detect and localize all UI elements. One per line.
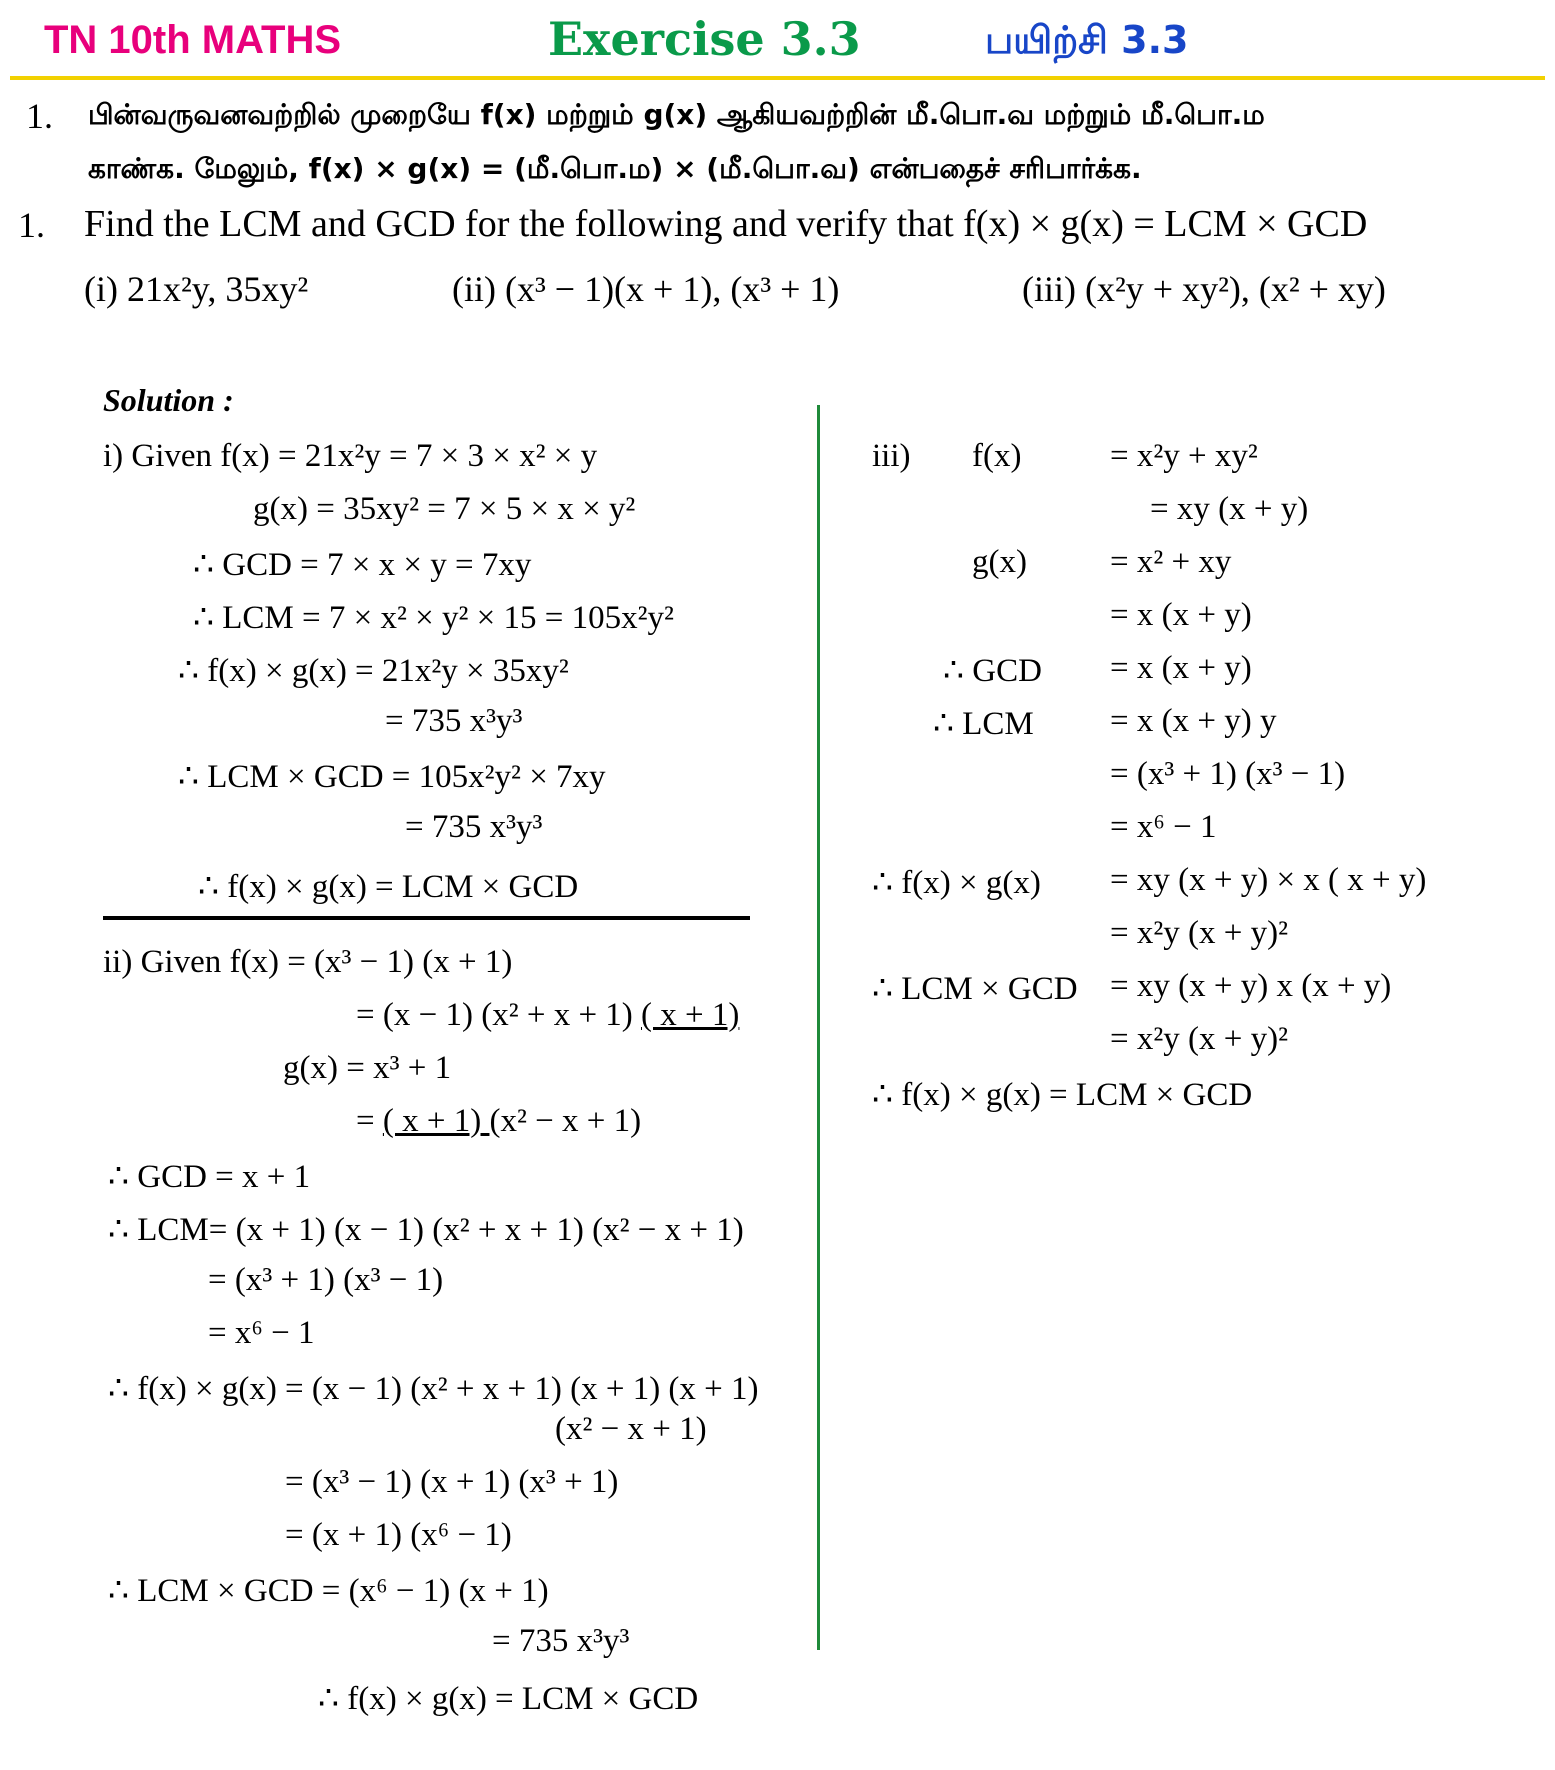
section-divider: [103, 916, 750, 920]
brand-title: TN 10th MATHS: [44, 18, 342, 62]
solution-iii-conclusion: ∴ f(x) × g(x) = LCM × GCD: [872, 1077, 1253, 1113]
solution-i-lcm-gcd: ∴ LCM × GCD = 105x²y² × 7xy: [178, 759, 606, 795]
solution-ii-product-cont: (x² − x + 1): [555, 1411, 707, 1447]
solution-ii-product-step2: = (x³ − 1) (x + 1) (x³ + 1): [285, 1464, 619, 1500]
solution-ii-product-step3: = (x + 1) (x⁶ − 1): [285, 1517, 512, 1553]
solution-iii-gx-label: g(x): [972, 544, 1027, 580]
solution-iii-lcm-1: = x (x + y) y: [1110, 703, 1277, 739]
solution-i-lcm-gcd-result: = 735 x³y³: [405, 809, 543, 845]
solution-iii-gx-1: = x² + xy: [1110, 544, 1232, 580]
tamil-exercise-title: பயிற்சி 3.3: [985, 18, 1189, 62]
question-number-english: 1.: [18, 205, 45, 245]
solution-iii-gcd: = x (x + y): [1110, 650, 1252, 686]
column-divider: [817, 405, 820, 1650]
solution-ii-line4-rest: (x² − x + 1): [489, 1103, 642, 1139]
solution-iii-fx-2: = xy (x + y): [1150, 491, 1309, 527]
solution-iii-lcm-2: = (x³ + 1) (x³ − 1): [1110, 756, 1346, 792]
solution-ii-line2: [356, 997, 739, 1034]
solution-iii-product-label: ∴ f(x) × g(x): [872, 865, 1041, 901]
solution-ii-line3: g(x) = x³ + 1: [283, 1050, 452, 1086]
solution-ii-lcm-step2: = (x³ + 1) (x³ − 1): [208, 1262, 444, 1298]
solution-ii-product: ∴ f(x) × g(x) = (x − 1) (x² + x + 1) (x + 1) (x + 1): [108, 1371, 759, 1407]
question-part-i: (i) 21x²y, 35xy²: [84, 269, 309, 309]
solution-ii-line1: ii) Given f(x) = (x³ − 1) (x + 1): [103, 944, 513, 980]
solution-ii-lcm-gcd-result: = 735 x³y³: [492, 1623, 630, 1659]
solution-i-line2: g(x) = 35xy² = 7 × 5 × x × y²: [253, 491, 636, 527]
solution-iii-lcm-gcd-label: ∴ LCM × GCD: [872, 971, 1078, 1007]
solution-iii-lcm-gcd-1: = xy (x + y) x (x + y): [1110, 968, 1392, 1004]
solution-i-gcd: ∴ GCD = 7 × x × y = 7xy: [193, 547, 532, 583]
question-part-iii: (iii) (x²y + xy²), (x² + xy): [1022, 269, 1386, 309]
solution-i-lcm: ∴ LCM = 7 × x² × y² × 15 = 105x²y²: [193, 600, 674, 636]
solution-ii-line4: [356, 1103, 641, 1140]
solution-i-product: ∴ f(x) × g(x) = 21x²y × 35xy²: [178, 653, 569, 689]
solution-iii-product-2: = x²y (x + y)²: [1110, 915, 1288, 951]
solution-iii-gx-2: = x (x + y): [1110, 597, 1252, 633]
solution-iii-lcm-3: = x⁶ − 1: [1110, 809, 1217, 845]
question-english: Find the LCM and GCD for the following and verify that f(x) × g(x) = LCM × GCD: [84, 203, 1368, 245]
solution-ii-lcm-gcd: ∴ LCM × GCD = (x⁶ − 1) (x + 1): [108, 1573, 549, 1609]
question-tamil-line1: பின்வருவனவற்றில் முறையே f(x) மற்றும் g(x) ஆகியவற்றின் மீ.பொ.வ மற்றும் மீ.பொ.ம: [88, 98, 1265, 131]
solution-ii-common-factor-g: ( x + 1): [382, 1103, 490, 1139]
solution-heading: Solution :: [103, 382, 234, 418]
solution-ii-conclusion: ∴ f(x) × g(x) = LCM × GCD: [318, 1681, 699, 1717]
solution-iii-fx-label: f(x): [972, 438, 1022, 474]
solution-i-line1: i) Given f(x) = 21x²y = 7 × 3 × x² × y: [103, 438, 598, 474]
solution-iii-label: iii): [872, 438, 911, 474]
solution-ii-gcd: ∴ GCD = x + 1: [108, 1159, 311, 1195]
solution-iii-fx-1: = x²y + xy²: [1110, 438, 1258, 474]
exercise-title: Exercise 3.3: [548, 12, 861, 66]
solution-ii-lcm: ∴ LCM= (x + 1) (x − 1) (x² + x + 1) (x² − x + 1): [108, 1212, 744, 1248]
solution-ii-line4-eq: =: [356, 1103, 383, 1139]
solution-i-product-result: = 735 x³y³: [385, 703, 523, 739]
solution-i-conclusion: ∴ f(x) × g(x) = LCM × GCD: [198, 869, 579, 905]
question-number-tamil: 1.: [26, 96, 53, 136]
solution-iii-gcd-label: ∴ GCD: [943, 653, 1042, 689]
solution-ii-common-factor: ( x + 1): [641, 997, 740, 1033]
solution-ii-line2-text: = (x − 1) (x² + x + 1): [356, 997, 642, 1033]
solution-iii-lcm-gcd-2: = x²y (x + y)²: [1110, 1021, 1288, 1057]
header-rule: [10, 76, 1545, 80]
question-part-ii: (ii) (x³ − 1)(x + 1), (x³ + 1): [452, 269, 840, 309]
solution-iii-product-1: = xy (x + y) × x ( x + y): [1110, 862, 1427, 898]
solution-iii-lcm-label: ∴ LCM: [933, 706, 1034, 742]
solution-ii-lcm-step3: = x⁶ − 1: [208, 1315, 315, 1351]
question-tamil-line2: காண்க. மேலும், f(x) × g(x) = (மீ.பொ.ம) × (மீ.பொ.வ) என்பதைச் சரிபார்க்க.: [88, 152, 1142, 185]
